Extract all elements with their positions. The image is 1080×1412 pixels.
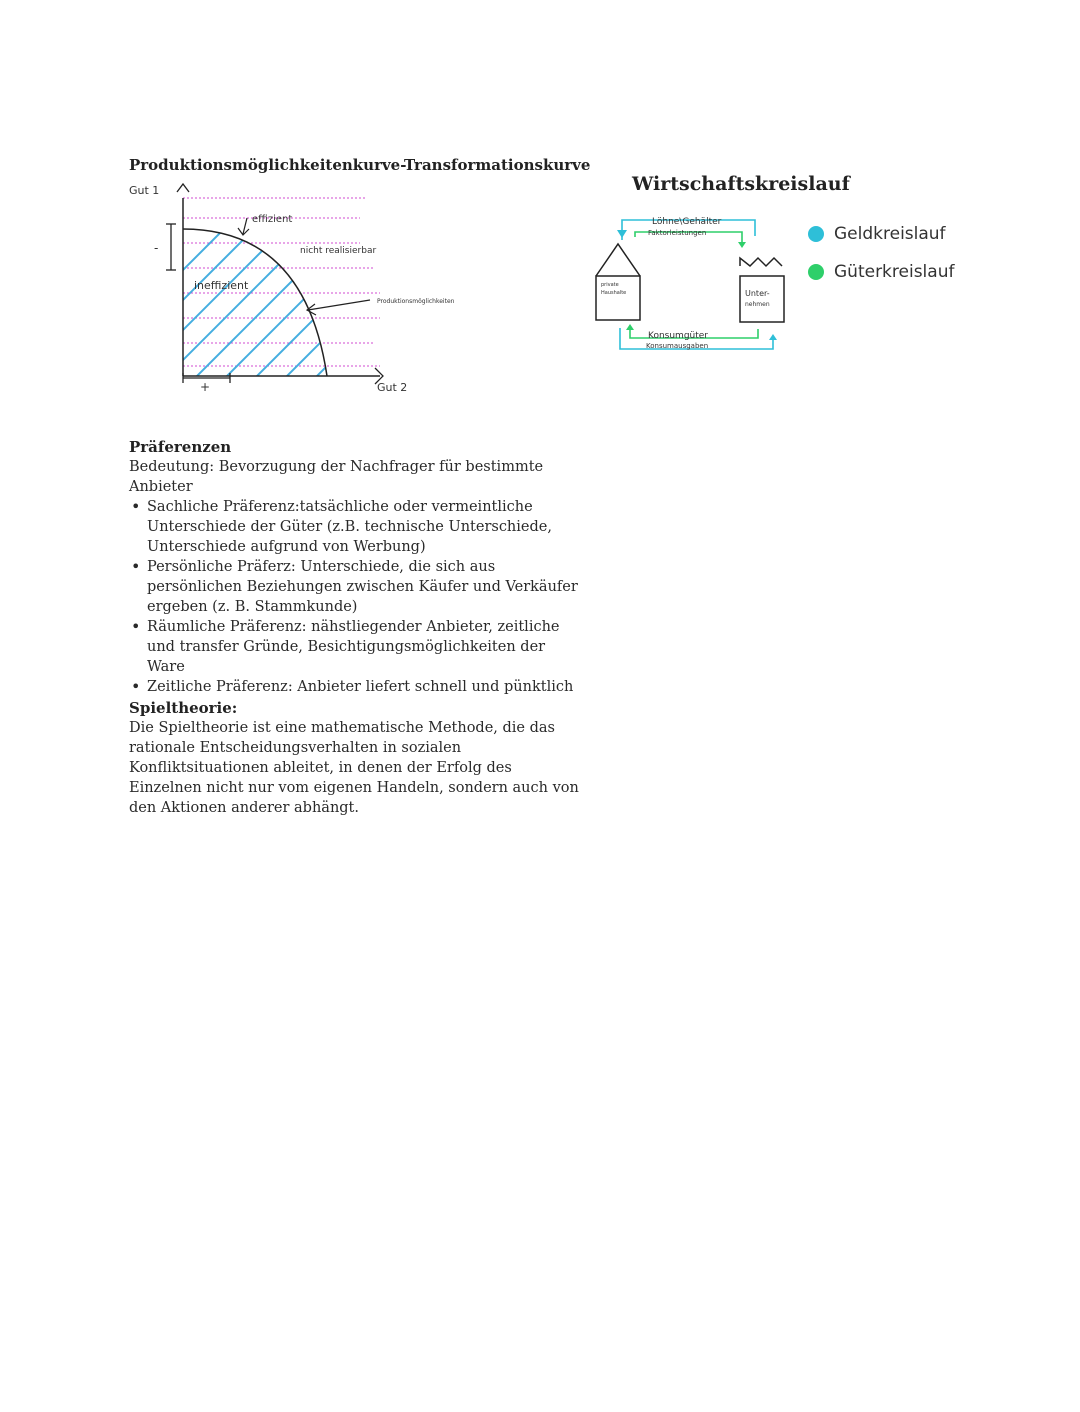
goods-dot-icon	[808, 264, 824, 280]
circuit-legend	[808, 222, 954, 284]
label-effizient: effizient	[252, 214, 293, 225]
legend-item-money	[808, 222, 954, 246]
goods-flow-arrow-icon	[738, 242, 746, 248]
curve-pointer-arrow-icon	[308, 300, 370, 310]
spieltheorie-heading: Spieltheorie:	[129, 699, 238, 717]
goods-flow-bottom-arrow-icon	[626, 324, 634, 330]
spieltheorie-section	[129, 698, 589, 818]
ppf-x-axis-label: Gut 2	[377, 381, 408, 394]
praeferenzen-section	[129, 437, 599, 497]
tick-minus-label: -	[154, 241, 159, 255]
list-item: • Zeitliche Präferenz: Anbieter liefert schnell und pünktlich	[129, 677, 579, 697]
company-line-2: nehmen	[745, 301, 770, 308]
list-item: • Räumliche Präferenz: nähstliegender Anbieter, zeitliche und transfer Gründe, Besichtigungsmöglichkeiten der Ware	[129, 617, 579, 677]
label-nicht-realisierbar: nicht realisierbar	[300, 246, 377, 256]
ppf-title: Produktionsmöglichkeitenkurve-Transformationskurve	[129, 156, 591, 174]
bottom-label-2: Konsumausgaben	[646, 342, 709, 350]
house-line-2: Haushalte	[601, 290, 627, 296]
circuit-diagram	[590, 208, 800, 358]
praeferenzen-heading: Präferenzen	[129, 438, 232, 456]
ppf-diagram	[125, 178, 455, 398]
praeferenzen-list	[129, 497, 579, 697]
list-item: • Sachliche Präferenz:tatsächliche oder vermeintliche Unterschiede der Güter (z.B. technische Unterschiede, Unterschiede aufgrund von Werbung)	[129, 497, 579, 557]
label-curve: Produktionsmöglichkeiten	[377, 298, 455, 305]
house-line-1: private	[601, 282, 619, 288]
legend-label-goods: Güterkreislauf	[834, 262, 955, 282]
circuit-title: Wirtschaftskreislauf	[632, 173, 850, 195]
money-flow-arrow-icon	[617, 230, 627, 238]
ppf-y-axis-label: Gut 1	[129, 184, 160, 197]
praeferenzen-definition: Bedeutung: Bevorzugung der Nachfrager für bestimmte Anbieter	[129, 459, 544, 495]
top-label-1: Löhne\Gehälter	[652, 217, 722, 227]
y-axis-arrow-icon	[177, 184, 189, 192]
legend-item-goods	[808, 260, 954, 284]
company-line-1: Unter-	[745, 289, 770, 298]
legend-label-money: Geldkreislauf	[834, 224, 946, 244]
y-interval-marker	[166, 224, 176, 270]
tick-plus-label: +	[200, 380, 211, 394]
money-dot-icon	[808, 226, 824, 242]
spieltheorie-text: Die Spieltheorie ist eine mathematische Methode, die das rationale Entscheidungsverhalten in sozialen Konfliktsituationen ableitet, in denen der Erfolg des Einzelnen nicht nur vom eigenen Handeln, sondern auch von den Aktionen anderer abhängt.	[129, 720, 579, 816]
bottom-label-1: Konsumgüter	[648, 331, 709, 341]
label-ineffizient: ineffizient	[194, 279, 249, 292]
money-flow-bottom-arrow-icon	[769, 334, 777, 340]
top-label-2: Faktorleistungen	[648, 229, 707, 237]
list-item: • Persönliche Präferz: Unterschiede, die sich aus persönlichen Beziehungen zwischen Käufer und Verkäufer ergeben (z. B. Stammkunde)	[129, 557, 579, 617]
